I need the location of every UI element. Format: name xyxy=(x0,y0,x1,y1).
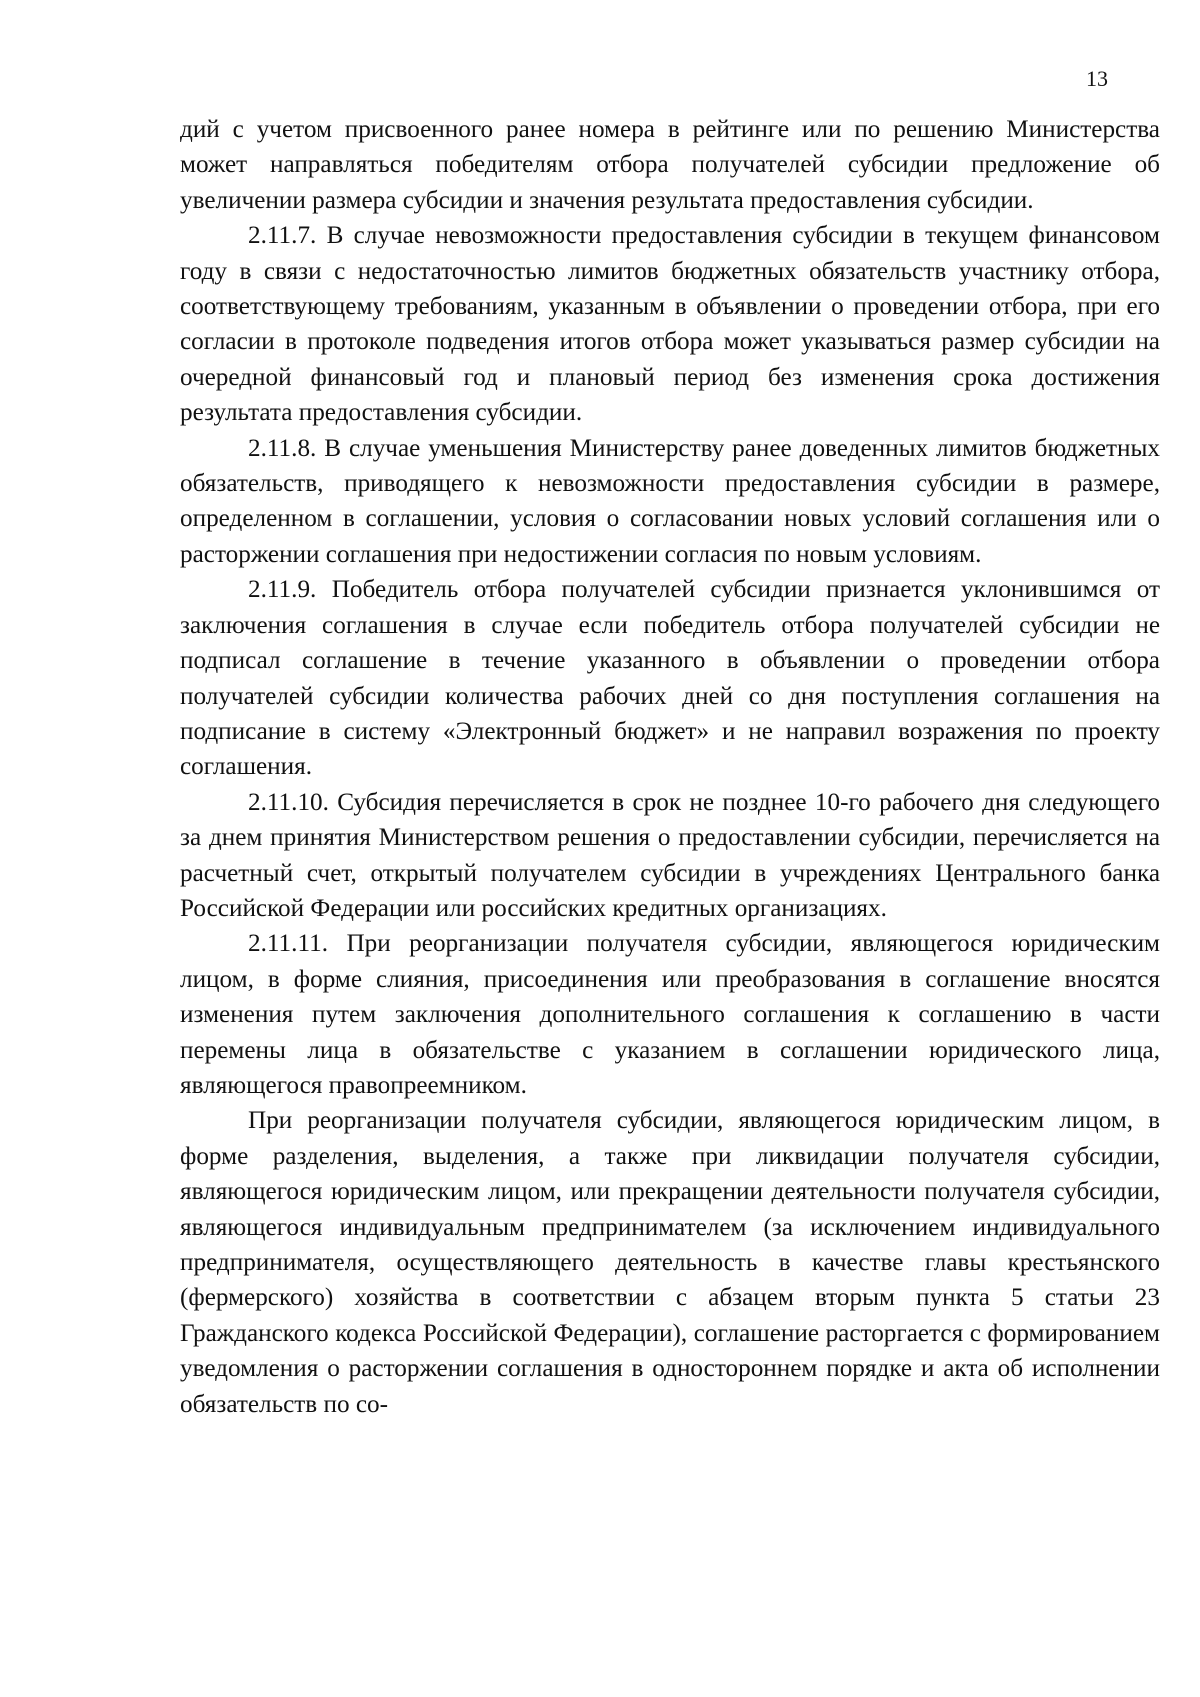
paragraph-reorganization: При реорганизации получателя субсидии, являющегося юридическим лицом, в форме разделения, выделения, а также при ликвидации получателя субсидии, являющегося юридическим лицом, или прекращении деятельности получателя субсидии, являющегося индивидуальным предпринимателем (за исключением индивидуального предпринимателя, осуществляющего деятельность в качестве главы крестьянского (фермерского) хозяйства в соответствии с абзацем вторым пункта 5 статьи 23 Гражданского кодекса Российской Федерации), соглашение расторгается с формированием уведомления о расторжении соглашения в одностороннем порядке и акта об исполнении обязательств по со- xyxy=(180,1107,1160,1418)
paragraph-2-11-7: 2.11.7. В случае невозможности предоставления субсидии в текущем финансовом году в связи с недостаточностью лимитов бюджетных обязательств участнику отбора, соответствующему требованиям, указанным в объявлении о проведении отбора, при его согласии в протоколе подведения итогов отбора может указываться размер субсидии на очередной финансовый год и плановый период без изменения срока достижения результата предоставления субсидии. xyxy=(180,222,1160,427)
paragraph-2-11-11: 2.11.11. При реорганизации получателя субсидии, являющегося юридическим лицом, в форме слияния, присоединения или преобразования в соглашение вносятся изменения путем заключения дополнительного соглашения к соглашению в части перемены лица в обязательстве с указанием в соглашении юридического лица, являющегося правопреемником. xyxy=(180,930,1160,1099)
paragraph-2-11-8: 2.11.8. В случае уменьшения Министерству ранее доведенных лимитов бюджетных обязательств, приводящего к невозможности предоставления субсидии в размере, определенном в соглашении, условия о согласовании новых условий соглашения или о расторжении соглашения при недостижении согласия по новым условиям. xyxy=(180,434,1160,568)
paragraph-2-11-9: 2.11.9. Победитель отбора получателей субсидии признается уклонившимся от заключения соглашения в случае если победитель отбора получателей субсидии не подписал соглашение в течение указанного в объявлении о проведении отбора получателей субсидии количества рабочих дней со дня поступления соглашения на подписание в систему «Электронный бюджет» и не направил возражения по проекту соглашения. xyxy=(180,576,1160,781)
document-body xyxy=(180,112,1160,1422)
paragraph-continuation: дий с учетом присвоенного ранее номера в рейтинге или по решению Министерства может направляться победителям отбора получателей субсидии предложение об увеличении размера субсидии и значения результата предоставления субсидии. xyxy=(180,116,1160,214)
page-number: 13 xyxy=(1086,66,1108,91)
paragraph-2-11-10: 2.11.10. Субсидия перечисляется в срок не позднее 10-го рабочего дня следующего за днем принятия Министерством решения о предоставлении субсидии, перечисляется на расчетный счет, открытый получателем субсидии в учреждениях Центрального банка Российской Федерации или российских кредитных организациях. xyxy=(180,788,1160,922)
